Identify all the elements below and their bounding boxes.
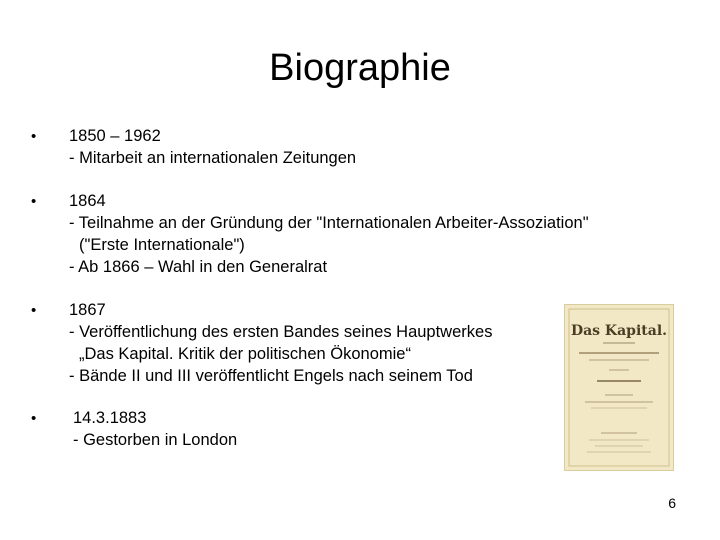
- item-3-heading: 1867: [69, 301, 106, 319]
- bullet-item-2: [69, 190, 589, 278]
- item-1-heading: 1850 – 1962: [69, 127, 161, 145]
- item-2-line-4: - Ab 1866 – Wahl in den Generalrat: [69, 258, 328, 276]
- das-kapital-cover-image: [564, 304, 674, 471]
- page-number: 6: [668, 495, 676, 511]
- item-3-line-2: - Veröffentlichung des ersten Bandes seines Hauptwerkes: [69, 323, 493, 341]
- bullet-4: •: [31, 410, 37, 427]
- bullet-item-4: [73, 407, 237, 451]
- item-1-line-2: - Mitarbeit an internationalen Zeitungen: [69, 149, 357, 167]
- item-4-line-2: - Gestorben in London: [73, 431, 238, 449]
- slide-title: Biographie: [269, 47, 451, 89]
- book-cover-art: [565, 305, 673, 470]
- bullet-item-1: [69, 125, 356, 169]
- bullet-3: •: [31, 302, 37, 319]
- bullet-1: •: [31, 128, 37, 145]
- item-2-line-3: ("Erste Internationale"): [79, 236, 245, 254]
- item-3-line-4: - Bände II und III veröffentlicht Engels nach seinem Tod: [69, 367, 473, 385]
- bullet-item-3: [69, 299, 492, 387]
- book-title-text: Das Kapital.: [570, 323, 668, 339]
- item-2-line-2: - Teilnahme an der Gründung der "Internationalen Arbeiter-Assoziation": [69, 214, 589, 232]
- item-2-heading: 1864: [69, 192, 106, 210]
- item-4-heading: 14.3.1883: [73, 409, 147, 427]
- bullet-2: •: [31, 193, 37, 210]
- item-3-line-3: „Das Kapital. Kritik der politischen Ökonomie“: [79, 345, 411, 363]
